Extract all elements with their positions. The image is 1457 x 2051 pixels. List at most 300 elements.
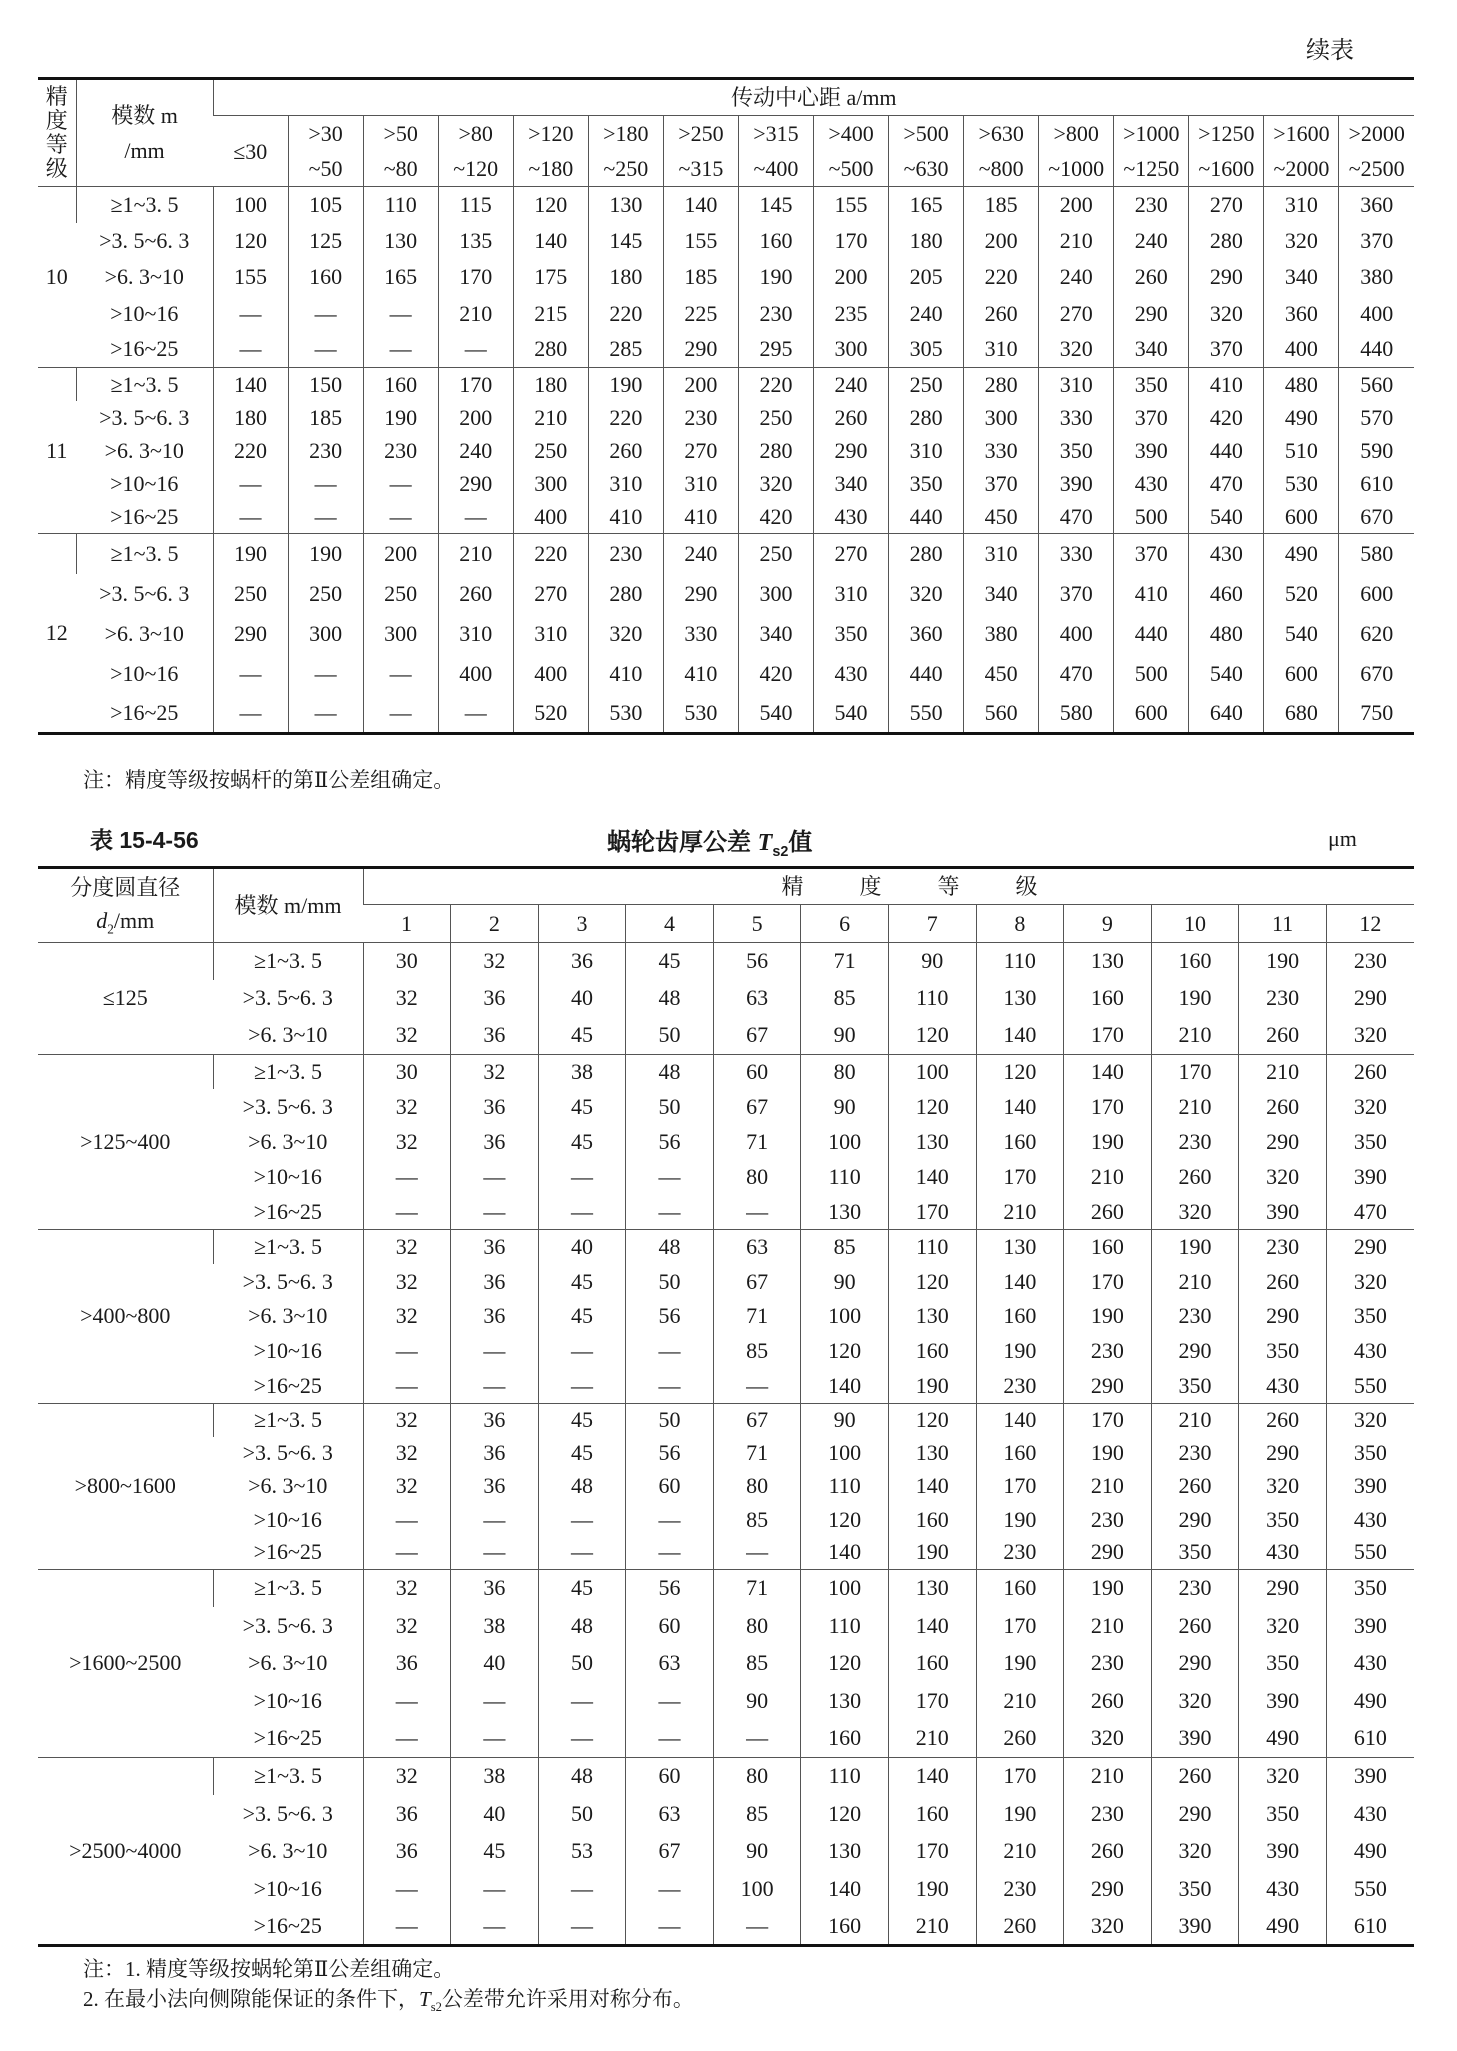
module-cell: >3. 5~6. 3 xyxy=(99,580,190,606)
value-cell: 320 xyxy=(1189,295,1264,331)
table2-title-text: 蜗轮齿厚公差 xyxy=(607,829,751,856)
value-cell: 170 xyxy=(1151,1054,1239,1089)
value-cell: 140 xyxy=(976,1017,1064,1054)
value-cell: 300 xyxy=(363,614,438,654)
value-cell: — xyxy=(363,467,438,500)
module-cell: >10~16 xyxy=(253,1506,322,1532)
module-cell: >10~16 xyxy=(110,300,179,326)
value-cell: 155 xyxy=(814,187,889,223)
range-header-from: >120 xyxy=(528,121,574,146)
value-cell: 32 xyxy=(363,1569,451,1607)
value-cell: 210 xyxy=(438,295,513,331)
value-cell: 130 xyxy=(1064,943,1152,980)
value-cell: 150 xyxy=(288,368,363,401)
value-cell: 350 xyxy=(1326,1437,1414,1470)
value-cell: 290 xyxy=(438,467,513,500)
value-cell: 430 xyxy=(814,501,889,534)
value-cell: 71 xyxy=(713,1124,801,1159)
range-header-to: ~500 xyxy=(828,156,874,182)
value-cell: 285 xyxy=(588,332,663,368)
value-cell: 120 xyxy=(513,187,588,223)
value-cell: 300 xyxy=(738,574,813,614)
value-cell: 290 xyxy=(1326,1229,1414,1264)
value-cell: 210 xyxy=(1064,1470,1152,1503)
grade-header xyxy=(38,79,76,187)
value-cell: 160 xyxy=(1064,980,1152,1017)
table-row xyxy=(38,295,1414,331)
value-cell: 190 xyxy=(888,1870,976,1908)
value-cell: 48 xyxy=(538,1470,626,1503)
value-cell: 190 xyxy=(976,1503,1064,1536)
value-cell: 230 xyxy=(288,434,363,467)
value-cell: 260 xyxy=(1326,1054,1414,1089)
table-row xyxy=(38,1720,1414,1758)
value-cell: 540 xyxy=(1264,614,1339,654)
value-cell: 80 xyxy=(713,1159,801,1194)
value-cell: 430 xyxy=(1239,1870,1327,1908)
value-cell: — xyxy=(538,1503,626,1536)
value-cell: 130 xyxy=(888,1124,976,1159)
value-cell: 115 xyxy=(438,187,513,223)
value-cell: 390 xyxy=(1151,1908,1239,1946)
value-cell: 490 xyxy=(1264,401,1339,434)
value-cell: 190 xyxy=(738,259,813,295)
table-row xyxy=(38,614,1414,654)
value-cell: 100 xyxy=(801,1299,889,1334)
value-cell: 580 xyxy=(1039,694,1114,734)
range-header-from: >30 xyxy=(308,121,343,146)
value-cell: 500 xyxy=(1114,501,1189,534)
value-cell: 36 xyxy=(363,1795,451,1833)
value-cell: 32 xyxy=(363,1403,451,1436)
value-cell: 400 xyxy=(513,501,588,534)
range-header-from: >800 xyxy=(1053,121,1099,146)
value-cell: — xyxy=(363,332,438,368)
value-cell: 190 xyxy=(1064,1299,1152,1334)
value-cell: 240 xyxy=(663,534,738,574)
value-cell: — xyxy=(363,654,438,694)
value-cell: 160 xyxy=(738,223,813,259)
value-cell: 240 xyxy=(438,434,513,467)
value-cell: 140 xyxy=(801,1536,889,1569)
range-header-to: ~2000 xyxy=(1273,156,1330,182)
value-cell: 130 xyxy=(888,1299,976,1334)
module-cell: >16~25 xyxy=(253,1539,322,1565)
value-cell: 220 xyxy=(738,368,813,401)
value-cell: — xyxy=(451,1870,539,1908)
value-cell: 390 xyxy=(1239,1832,1327,1870)
value-cell: 350 xyxy=(1151,1369,1239,1404)
table2-title-suffix: 值 xyxy=(788,829,813,856)
value-cell: 290 xyxy=(1239,1569,1327,1607)
value-cell: 240 xyxy=(889,295,964,331)
value-cell: 260 xyxy=(814,401,889,434)
value-cell: — xyxy=(438,501,513,534)
value-cell: 30 xyxy=(363,943,451,980)
value-cell: 530 xyxy=(588,694,663,734)
value-cell: 140 xyxy=(888,1470,976,1503)
range-header-to: ~1000 xyxy=(1048,156,1105,182)
value-cell: 410 xyxy=(588,501,663,534)
value-cell: 310 xyxy=(889,434,964,467)
value-cell: 85 xyxy=(713,1334,801,1369)
value-cell: — xyxy=(626,1159,714,1194)
value-cell: 420 xyxy=(738,501,813,534)
value-cell: 45 xyxy=(538,1264,626,1299)
value-cell: 160 xyxy=(888,1334,976,1369)
value-cell: 165 xyxy=(889,187,964,223)
value-cell: 210 xyxy=(976,1682,1064,1720)
value-cell: 490 xyxy=(1326,1832,1414,1870)
value-cell: 290 xyxy=(663,332,738,368)
value-cell: 32 xyxy=(363,1757,451,1795)
value-cell: 430 xyxy=(1189,534,1264,574)
value-cell: 160 xyxy=(288,259,363,295)
value-cell: 230 xyxy=(588,534,663,574)
value-cell: 490 xyxy=(1239,1908,1327,1946)
value-cell: 90 xyxy=(801,1017,889,1054)
value-cell: 550 xyxy=(1326,1870,1414,1908)
value-cell: — xyxy=(538,1159,626,1194)
value-cell: 240 xyxy=(814,368,889,401)
value-cell: 350 xyxy=(1326,1299,1414,1334)
value-cell: — xyxy=(713,1720,801,1758)
value-cell: 190 xyxy=(888,1369,976,1404)
table-row xyxy=(38,223,1414,259)
value-cell: 140 xyxy=(888,1607,976,1645)
value-cell: — xyxy=(713,1194,801,1229)
diameter-symbol: d xyxy=(96,908,108,934)
value-cell: 540 xyxy=(1189,654,1264,694)
diameter-cell: >125~400 xyxy=(38,1054,213,1229)
value-cell: 305 xyxy=(889,332,964,368)
value-cell: 90 xyxy=(888,943,976,980)
grade-header-char: 等 xyxy=(937,873,960,899)
module-cell: >6. 3~10 xyxy=(248,1473,328,1499)
table-row xyxy=(38,1403,1414,1436)
value-cell: 36 xyxy=(451,1124,539,1159)
value-cell: 160 xyxy=(976,1437,1064,1470)
value-cell: — xyxy=(363,1536,451,1569)
value-cell: 230 xyxy=(1151,1437,1239,1470)
value-cell: 160 xyxy=(888,1645,976,1683)
value-cell: 36 xyxy=(451,980,539,1017)
value-cell: 32 xyxy=(363,1470,451,1503)
value-cell: 230 xyxy=(1239,1229,1327,1264)
value-cell: — xyxy=(363,1682,451,1720)
value-cell: 120 xyxy=(801,1645,889,1683)
range-header-to: ~630 xyxy=(903,156,949,182)
value-cell: 140 xyxy=(976,1403,1064,1436)
value-cell: 105 xyxy=(288,187,363,223)
value-cell: 450 xyxy=(964,654,1039,694)
value-cell: 550 xyxy=(1326,1369,1414,1404)
center-distance-header: 传动中心距 a/mm xyxy=(213,79,1414,116)
value-cell: 190 xyxy=(213,534,288,574)
value-cell: 640 xyxy=(1189,694,1264,734)
module-cell: >16~25 xyxy=(253,1372,322,1398)
value-cell: — xyxy=(288,694,363,734)
value-cell: 260 xyxy=(1151,1470,1239,1503)
value-cell: 390 xyxy=(1151,1720,1239,1758)
value-cell: 63 xyxy=(626,1645,714,1683)
value-cell: 120 xyxy=(888,1264,976,1299)
value-cell: 130 xyxy=(976,980,1064,1017)
value-cell: 140 xyxy=(801,1369,889,1404)
table-row xyxy=(38,434,1414,467)
value-cell: 32 xyxy=(363,980,451,1017)
value-cell: 50 xyxy=(626,1089,714,1124)
table-row xyxy=(38,1870,1414,1908)
module-cell: >3. 5~6. 3 xyxy=(242,1440,333,1466)
module-header-line1: 模数 m xyxy=(111,103,178,128)
value-cell: 170 xyxy=(976,1159,1064,1194)
value-cell: 170 xyxy=(976,1757,1064,1795)
value-cell: 230 xyxy=(1326,943,1414,980)
value-cell: 120 xyxy=(888,1089,976,1124)
value-cell: 67 xyxy=(713,1089,801,1124)
tooth-thickness-tolerance-table xyxy=(38,866,1414,1947)
value-cell: — xyxy=(363,1908,451,1946)
value-cell: 300 xyxy=(288,614,363,654)
value-cell: 85 xyxy=(713,1503,801,1536)
value-cell: — xyxy=(626,1536,714,1569)
value-cell: 440 xyxy=(889,654,964,694)
module-cell: >10~16 xyxy=(110,660,179,686)
value-cell: 180 xyxy=(588,259,663,295)
value-cell: 210 xyxy=(1064,1607,1152,1645)
value-cell: 260 xyxy=(1064,1832,1152,1870)
grade-cell: 11 xyxy=(38,368,76,534)
value-cell: 100 xyxy=(888,1054,976,1089)
value-cell: 320 xyxy=(1326,1403,1414,1436)
range-header xyxy=(213,116,288,187)
value-cell: 370 xyxy=(1114,401,1189,434)
grade-cell: 12 xyxy=(38,534,76,734)
value-cell: 590 xyxy=(1339,434,1414,467)
grade-column-header: 10 xyxy=(1151,905,1239,943)
value-cell: — xyxy=(626,1503,714,1536)
value-cell: 48 xyxy=(626,1229,714,1264)
value-cell: 190 xyxy=(588,368,663,401)
value-cell: 410 xyxy=(588,654,663,694)
value-cell: 210 xyxy=(1151,1089,1239,1124)
table-row xyxy=(38,1159,1414,1194)
value-cell: 260 xyxy=(1151,1757,1239,1795)
table-row xyxy=(38,1369,1414,1404)
range-header xyxy=(513,116,588,187)
value-cell: 290 xyxy=(1151,1503,1239,1536)
value-cell: 110 xyxy=(801,1607,889,1645)
value-cell: 110 xyxy=(363,187,438,223)
range-header-from: ≤30 xyxy=(233,138,268,164)
value-cell: 160 xyxy=(976,1124,1064,1159)
value-cell: 210 xyxy=(1151,1403,1239,1436)
value-cell: 32 xyxy=(363,1264,451,1299)
value-cell: 30 xyxy=(363,1054,451,1089)
grade-column-header: 8 xyxy=(976,905,1064,943)
value-cell: 36 xyxy=(451,1403,539,1436)
value-cell: 470 xyxy=(1039,654,1114,694)
value-cell: 170 xyxy=(1064,1264,1152,1299)
value-cell: 140 xyxy=(976,1264,1064,1299)
value-cell: 180 xyxy=(889,223,964,259)
value-cell: 260 xyxy=(588,434,663,467)
value-cell: — xyxy=(451,1334,539,1369)
value-cell: 155 xyxy=(663,223,738,259)
value-cell: 230 xyxy=(976,1369,1064,1404)
table-row xyxy=(38,1124,1414,1159)
table-row xyxy=(38,187,1414,223)
value-cell: — xyxy=(451,1503,539,1536)
value-cell: 440 xyxy=(889,501,964,534)
table-row xyxy=(38,534,1414,574)
grade-column-header: 11 xyxy=(1239,905,1327,943)
grade-header-char: 精 xyxy=(781,873,804,899)
value-cell: — xyxy=(626,1720,714,1758)
value-cell: 350 xyxy=(1151,1536,1239,1569)
value-cell: 80 xyxy=(801,1054,889,1089)
value-cell: 200 xyxy=(663,368,738,401)
value-cell: 32 xyxy=(363,1607,451,1645)
value-cell: 190 xyxy=(888,1536,976,1569)
value-cell: 230 xyxy=(738,295,813,331)
value-cell: 500 xyxy=(1114,654,1189,694)
module-cell: ≥1~3. 5 xyxy=(213,1229,363,1264)
value-cell: 56 xyxy=(626,1124,714,1159)
value-cell: 480 xyxy=(1264,368,1339,401)
value-cell: — xyxy=(213,654,288,694)
value-cell: 390 xyxy=(1326,1470,1414,1503)
table-row xyxy=(38,1832,1414,1870)
value-cell: 50 xyxy=(538,1645,626,1683)
value-cell: 390 xyxy=(1326,1607,1414,1645)
value-cell: 32 xyxy=(363,1229,451,1264)
value-cell: 430 xyxy=(1326,1503,1414,1536)
diameter-header-line2 xyxy=(38,904,213,939)
value-cell: 550 xyxy=(889,694,964,734)
value-cell: 280 xyxy=(1189,223,1264,259)
value-cell: 155 xyxy=(213,259,288,295)
module-cell: ≥1~3. 5 xyxy=(76,534,213,574)
value-cell: 340 xyxy=(964,574,1039,614)
value-cell: 260 xyxy=(1151,1159,1239,1194)
value-cell: 230 xyxy=(1239,980,1327,1017)
value-cell: 320 xyxy=(1239,1607,1327,1645)
value-cell: 600 xyxy=(1114,694,1189,734)
value-cell: 32 xyxy=(451,1054,539,1089)
value-cell: 280 xyxy=(964,368,1039,401)
value-cell: — xyxy=(538,1334,626,1369)
value-cell: 200 xyxy=(964,223,1039,259)
value-cell: 470 xyxy=(1189,467,1264,500)
value-cell: 190 xyxy=(1064,1437,1152,1470)
table-row xyxy=(38,1470,1414,1503)
value-cell: 390 xyxy=(1239,1194,1327,1229)
range-header xyxy=(588,116,663,187)
table-row xyxy=(38,1299,1414,1334)
diameter-cell: >800~1600 xyxy=(38,1403,213,1569)
grade-column-header: 6 xyxy=(801,905,889,943)
module-cell: >16~25 xyxy=(110,700,179,725)
value-cell: 390 xyxy=(1039,467,1114,500)
value-cell: 120 xyxy=(888,1403,976,1436)
value-cell: 120 xyxy=(801,1334,889,1369)
value-cell: 130 xyxy=(363,223,438,259)
value-cell: — xyxy=(363,1503,451,1536)
value-cell: 310 xyxy=(663,467,738,500)
range-header xyxy=(1039,116,1114,187)
value-cell: 190 xyxy=(1151,1229,1239,1264)
value-cell: 160 xyxy=(976,1569,1064,1607)
table-row xyxy=(38,1536,1414,1569)
value-cell: 510 xyxy=(1264,434,1339,467)
module-cell: >3. 5~6. 3 xyxy=(99,228,190,254)
value-cell: — xyxy=(363,1194,451,1229)
value-cell: 310 xyxy=(964,534,1039,574)
value-cell: 540 xyxy=(1189,501,1264,534)
value-cell: 260 xyxy=(976,1720,1064,1758)
value-cell: 48 xyxy=(626,1054,714,1089)
table-row xyxy=(38,1334,1414,1369)
grade-header-char: 级 xyxy=(1015,873,1038,899)
range-header xyxy=(1264,116,1339,187)
value-cell: 320 xyxy=(1064,1908,1152,1946)
value-cell: 67 xyxy=(713,1017,801,1054)
range-header-from: >2000 xyxy=(1348,121,1405,146)
grade-header xyxy=(363,868,1414,905)
value-cell: 140 xyxy=(888,1159,976,1194)
value-cell: 470 xyxy=(1039,501,1114,534)
range-header-to: ~1600 xyxy=(1198,156,1255,182)
value-cell: — xyxy=(451,1536,539,1569)
value-cell: 200 xyxy=(438,401,513,434)
value-cell: 320 xyxy=(1151,1682,1239,1720)
value-cell: 38 xyxy=(451,1607,539,1645)
value-cell: 230 xyxy=(1064,1795,1152,1833)
value-cell: 350 xyxy=(1239,1795,1327,1833)
module-header-line2: /mm xyxy=(124,138,165,164)
value-cell: 530 xyxy=(663,694,738,734)
grade-column-header: 7 xyxy=(888,905,976,943)
value-cell: 330 xyxy=(663,614,738,654)
table1-note: 注：精度等级按蜗杆的第Ⅱ公差组确定。 xyxy=(83,768,455,792)
value-cell: 350 xyxy=(1326,1124,1414,1159)
value-cell: 230 xyxy=(363,434,438,467)
value-cell: 190 xyxy=(976,1645,1064,1683)
value-cell: 410 xyxy=(663,654,738,694)
grade-column-header: 2 xyxy=(451,905,539,943)
value-cell: 290 xyxy=(1064,1369,1152,1404)
table-row xyxy=(38,1194,1414,1229)
value-cell: 550 xyxy=(1326,1536,1414,1569)
diameter-header-line1: 分度圆直径 xyxy=(70,875,181,901)
value-cell: 340 xyxy=(738,614,813,654)
value-cell: 140 xyxy=(976,1089,1064,1124)
value-cell: 310 xyxy=(964,332,1039,368)
value-cell: — xyxy=(538,1720,626,1758)
range-header-to: ~2500 xyxy=(1348,156,1405,182)
table-row xyxy=(38,980,1414,1017)
value-cell: 210 xyxy=(888,1720,976,1758)
value-cell: 340 xyxy=(1264,259,1339,295)
value-cell: — xyxy=(363,1334,451,1369)
value-cell: 32 xyxy=(363,1124,451,1159)
value-cell: 45 xyxy=(451,1832,539,1870)
table-row xyxy=(38,943,1414,980)
value-cell: — xyxy=(213,694,288,734)
value-cell: 610 xyxy=(1326,1908,1414,1946)
